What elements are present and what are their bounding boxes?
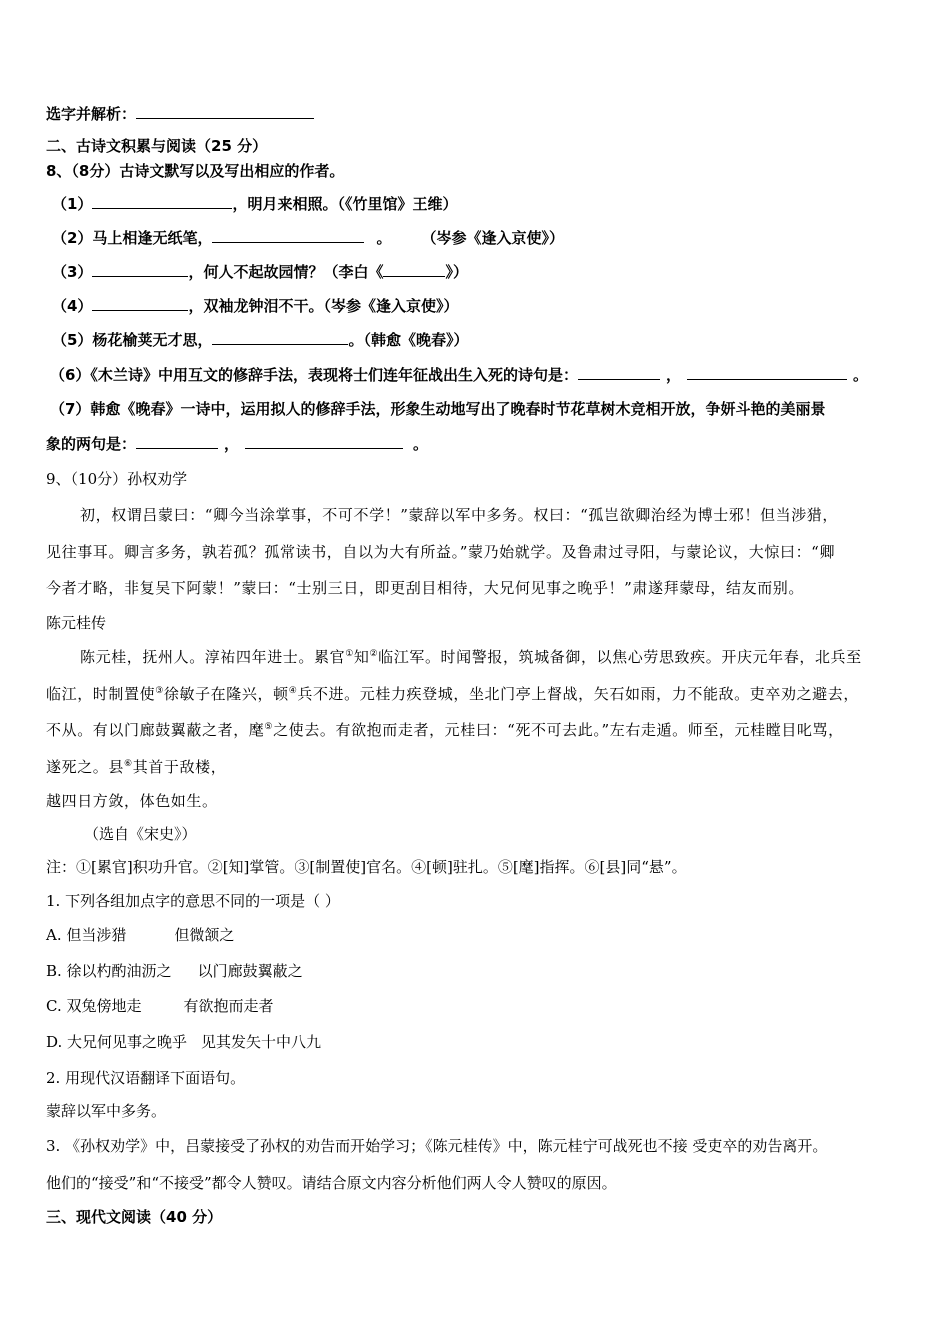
q8-item-2-text: （2）马上相逢无纸笔，	[52, 229, 213, 247]
option-c	[46, 996, 274, 1016]
q8-item-5-source: 。（韩愈《晚春》）	[348, 331, 469, 349]
analysis-label: 选字并解析：	[46, 105, 137, 123]
q8-item-2-period: 。	[376, 229, 392, 247]
footnote-mark: ⑥	[124, 759, 133, 769]
passage-1-line-1: 初，权谓吕蒙曰：“卿今当涂掌事，不可不学！”蒙辞以军中多务。权曰：“孤岂欲卿治经为博士邪！但当涉猎，	[80, 506, 839, 524]
answer-blank[interactable]	[687, 365, 847, 380]
passage-1-line-2: 见往事耳。卿言多务，孰若孤？孤常读书，自以为大有所益。”蒙乃始就学。及鲁肃过寻阳，与蒙论议，大惊曰：“卿	[46, 543, 836, 561]
footnote-mark: ⑤	[264, 722, 274, 732]
answer-blank[interactable]	[92, 194, 232, 209]
sub-question-2: 2. 用现代汉语翻译下面语句。	[46, 1069, 246, 1087]
q8-item-4	[52, 296, 458, 316]
passage-text: 临江军。时闻警报，筑城备御，以焦心劳思致疾。开庆元年春，北兵至	[378, 648, 862, 666]
passage-2-line-3	[46, 720, 844, 740]
option-c-right: 有欲抱而走者	[183, 997, 274, 1015]
q8-item-6-text: （6）《木兰诗》中用互文的修辞手法，表现将士们连年征战出生入死的诗句是：	[50, 366, 578, 384]
passage-text: 不从。有以门廊鼓翼蔽之者，麾	[46, 721, 265, 739]
q8-item-2-source: （岑参《逢入京使》）	[421, 229, 564, 247]
q8-item-3-text: ，何人不起故园情？（李白《	[188, 263, 384, 281]
q8-item-4-text: ，双袖龙钟泪不干。（岑参《逢入京使》）	[188, 297, 459, 315]
question-8-title: 8、（8分）古诗文默写以及写出相应的作者。	[46, 162, 345, 180]
footnote-mark: ①	[345, 649, 354, 659]
sub-question-3-line-1: 3. 《孙权劝学》中，吕蒙接受了孙权的劝告而开始学习；《陈元桂传》中，陈元桂宁可战死也不接 受吏卒的劝告离开。	[46, 1137, 828, 1155]
answer-blank[interactable]	[578, 365, 660, 380]
passage-text: 兵不进。元桂力疾登城，坐北门亭上督战，矢石如雨，力不能敌。吏卒劝之避去，	[297, 685, 859, 703]
option-c-left: C. 双兔傍地走	[46, 997, 142, 1015]
answer-blank[interactable]	[383, 262, 445, 277]
q8-item-3-close: 》）	[445, 263, 468, 281]
analysis-line	[46, 104, 314, 124]
q8-item-7-period: 。	[413, 435, 429, 453]
option-d-left: D. 大兄何见事之晚乎	[46, 1033, 188, 1051]
option-b	[46, 961, 303, 981]
option-b-left: B. 徐以杓酌油沥之	[46, 962, 172, 980]
passage-text: 其首于敌楼，	[132, 758, 227, 776]
q8-item-7-line-1: （7）韩愈《晚春》一诗中，运用拟人的修辞手法，形象生动地写出了晚春时节花草树木竞相开放，争妍斗艳的美丽景	[50, 400, 826, 418]
passage-text: 临江，时制置使	[46, 685, 156, 703]
passage-2-line-5: 越四日方敛，体色如生。	[46, 792, 218, 810]
answer-blank[interactable]	[136, 434, 218, 449]
q8-item-6-period: 。	[852, 366, 868, 384]
q8-item-1-text: ，明月来相照。（《竹里馆》王维）	[232, 195, 458, 213]
footnote-mark: ③	[155, 686, 164, 696]
option-a-right: 但微颔之	[174, 926, 235, 944]
answer-blank[interactable]	[92, 296, 188, 311]
answer-blank[interactable]	[212, 228, 364, 243]
sub-question-2-sentence: 蒙辞以军中多务。	[46, 1102, 167, 1120]
q8-item-2	[52, 228, 564, 248]
passage-1-line-3: 今者才略，非复吴下阿蒙！”蒙曰：“士别三日，即更刮目相待，大兄何见事之晚乎！”肃遂拜蒙母，结友而别。	[46, 579, 805, 597]
q8-item-7-label: 象的两句是：	[46, 435, 137, 453]
answer-blank[interactable]	[136, 104, 314, 119]
passage-2-title: 陈元桂传	[46, 614, 107, 632]
passage-source: （选自《宋史》）	[84, 825, 197, 843]
q8-item-6-comma: ，	[665, 366, 681, 384]
answer-blank[interactable]	[92, 262, 188, 277]
footnote-mark: ④	[288, 686, 298, 696]
option-a-left: A. 但当涉猎	[46, 926, 127, 944]
option-d	[46, 1032, 321, 1052]
passage-2-line-1	[80, 647, 862, 667]
answer-blank[interactable]	[212, 330, 348, 345]
section-2-heading: 二、古诗文积累与阅读（25 分）	[46, 137, 268, 155]
passage-text: 遂死之。县	[46, 758, 125, 776]
section-3-heading: 三、现代文阅读（40 分）	[46, 1208, 223, 1226]
q8-item-1	[52, 194, 457, 214]
q8-item-5-text: （5）杨花榆荚无才思，	[52, 331, 213, 349]
passage-text: 徐敏子在隆兴，顿	[163, 685, 289, 703]
sub-question-1: 1. 下列各组加点字的意思不同的一项是（ ）	[46, 892, 340, 910]
footnote-mark: ②	[369, 649, 379, 659]
question-9-title: 9、（10分）孙权劝学	[46, 470, 188, 488]
q8-item-5	[52, 330, 468, 350]
option-d-right: 见其发矢十中八九	[201, 1033, 322, 1051]
option-b-right: 以门廊鼓翼蔽之	[197, 962, 303, 980]
annotation-notes: 注：①[累官]积功升官。②[知]掌管。③[制置使]官名。④[顿]驻扎。⑤[麾]指挥。⑥[县]同“悬”。	[46, 858, 687, 876]
q8-item-3	[52, 262, 468, 282]
q8-item-3-label: （3）	[52, 263, 93, 281]
passage-text: 之使去。有欲抱而走者，元桂曰：“死不可去此。”左右走遁。师至，元桂瞠目叱骂，	[273, 721, 844, 739]
q8-item-7-line-2	[46, 434, 428, 454]
passage-2-line-2	[46, 684, 859, 704]
passage-text: 陈元桂，抚州人。淳祐四年进士。累官	[80, 648, 346, 666]
sub-question-3-line-2: 他们的“接受”和“不接受”都令人赞叹。请结合原文内容分析他们两人令人赞叹的原因。	[46, 1174, 617, 1192]
q8-item-7-comma: ，	[224, 435, 240, 453]
passage-text: 知	[353, 648, 370, 666]
answer-blank[interactable]	[245, 434, 403, 449]
q8-item-4-label: （4）	[52, 297, 93, 315]
q8-item-1-label: （1）	[52, 195, 93, 213]
option-a	[46, 925, 234, 945]
passage-2-line-4	[46, 757, 226, 777]
q8-item-6	[50, 365, 868, 385]
